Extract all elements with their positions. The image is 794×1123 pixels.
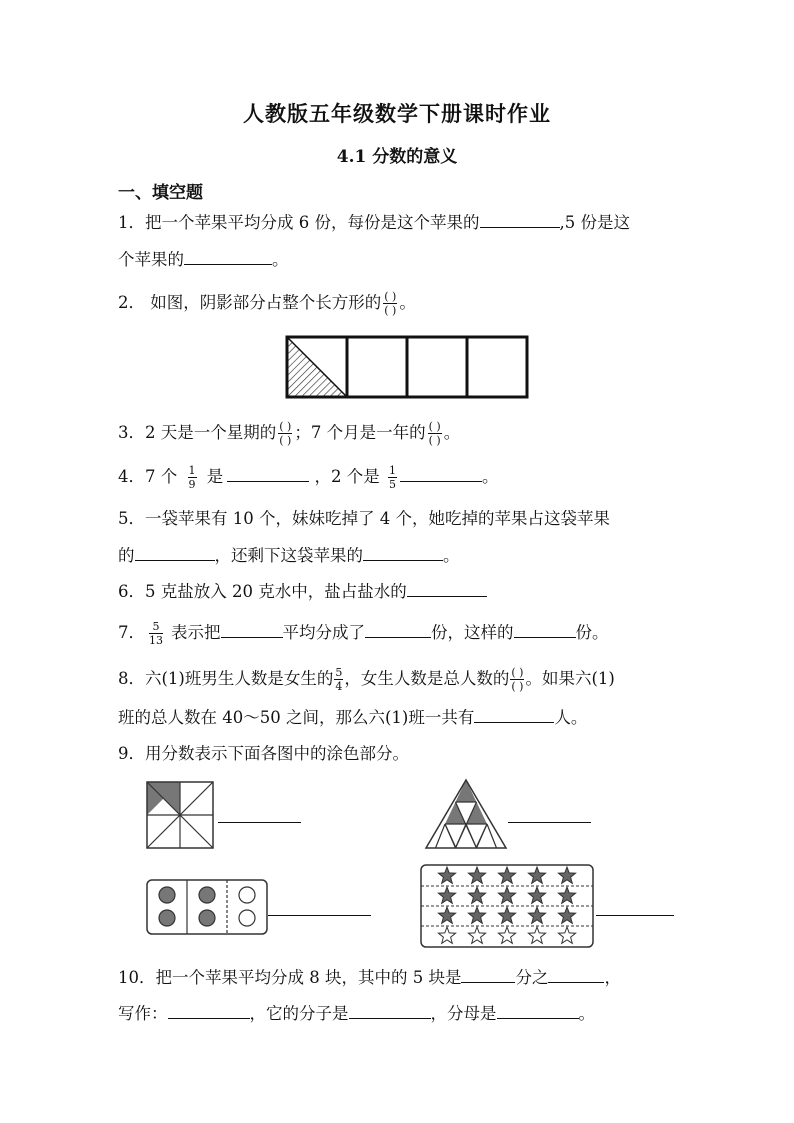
square-eighths-figure: [146, 781, 214, 849]
answer-blank[interactable]: [135, 544, 215, 561]
answer-blank[interactable]: [168, 1002, 250, 1019]
fraction: $\frac{1}{5}$: [389, 464, 396, 491]
fraction: $\frac{5}{13}$: [149, 620, 163, 647]
question-5: 5．一袋苹果有 10 个，妹妹吃掉了 4 个，她吃掉的苹果占这袋苹果: [118, 509, 610, 528]
answer-blank[interactable]: [365, 621, 431, 638]
answer-line-figure-c[interactable]: [268, 915, 371, 916]
answer-blank[interactable]: [221, 621, 283, 638]
answer-blank[interactable]: [514, 621, 576, 638]
answer-blank[interactable]: [400, 465, 482, 482]
question-8-line-2: 班的总人数在 40～50 之间，那么六(1)班一共有 人。: [118, 708, 588, 727]
question-4: 4．7 个 $\frac{1}{9}$ 是 ，2 个是 $\frac{1}{5}$ 。: [118, 464, 499, 491]
shaded-circle: [199, 910, 215, 926]
shaded-triangle-mid-left: [445, 802, 466, 824]
fraction-answer[interactable]: $\frac{( )}{( )}$: [384, 290, 397, 317]
answer-blank[interactable]: [227, 465, 309, 482]
shaded-triangle-top: [456, 780, 477, 802]
star-grid-figure: [420, 864, 594, 948]
empty-circle: [239, 887, 255, 903]
question-7: 7． $\frac{5}{13}$ 表示把 平均分成了 份，这样的 份。: [118, 620, 609, 647]
fraction-answer[interactable]: $\frac{( )}{( )}$: [511, 666, 524, 693]
section-heading: 一、填空题: [118, 183, 203, 203]
fraction: $\frac{1}{9}$: [188, 464, 196, 491]
question-10: 10．把一个苹果平均分成 8 块，其中的 5 块是 分之 ，: [118, 968, 621, 987]
lesson-subtitle: 4.1 分数的意义: [336, 147, 458, 167]
question-1: 1．把一个苹果平均分成 6 份，每份是这个苹果的 ,5 份是这: [118, 213, 630, 232]
shaded-triangle-mid-right: [466, 802, 487, 824]
page-title: 人教版五年级数学下册课时作业: [243, 101, 551, 126]
empty-circle: [239, 910, 255, 926]
shaded-circle: [199, 887, 215, 903]
question-1-line-2: 个苹果的 。: [118, 250, 289, 269]
answer-blank[interactable]: [363, 544, 443, 561]
question-3: 3．2 天是一个星期的 $\frac{( )}{( )}$ ；7 个月是一年的 $\frac{( )}{( )}$ 。: [118, 420, 461, 447]
question-6: 6．5 克盐放入 20 克水中，盐占盐水的: [118, 580, 487, 603]
answer-blank[interactable]: [480, 211, 560, 228]
circles-figure: [146, 879, 268, 935]
answer-blank[interactable]: [407, 580, 487, 597]
answer-blank[interactable]: [497, 1002, 579, 1019]
question-2: 2． 如图，阴影部分占整个长方形的 $\frac{( )}{( )}$ 。: [118, 290, 416, 317]
shaded-circle: [159, 910, 175, 926]
fraction-answer[interactable]: $\frac{( )}{( )}$: [428, 420, 441, 447]
question-5-line-2: 的 ，还剩下这袋苹果的 。: [118, 546, 460, 565]
answer-blank[interactable]: [474, 706, 554, 723]
fraction: $\frac{5}{4}$: [335, 666, 343, 693]
answer-blank[interactable]: [548, 966, 604, 983]
shaded-circle: [159, 887, 175, 903]
rectangle-figure: [285, 335, 530, 399]
question-8: 8．六(1)班男生人数是女生的 $\frac{5}{4}$ ，女生人数是总人数的 $\frac{( )}{( )}$ 。如果六(1): [118, 666, 615, 693]
answer-line-figure-d[interactable]: [596, 915, 674, 916]
question-10-line-2: 写作： ，它的分子是 ，分母是 。: [118, 1004, 595, 1023]
answer-blank[interactable]: [349, 1002, 431, 1019]
answer-line-figure-b[interactable]: [508, 822, 591, 823]
triangle-grid-figure: [424, 778, 508, 850]
answer-blank[interactable]: [461, 966, 515, 983]
answer-blank[interactable]: [184, 248, 272, 265]
answer-line-figure-a[interactable]: [218, 822, 301, 823]
question-9: 9．用分数表示下面各图中的涂色部分。: [118, 744, 409, 763]
fraction-answer[interactable]: $\frac{( )}{( )}$: [279, 420, 292, 447]
